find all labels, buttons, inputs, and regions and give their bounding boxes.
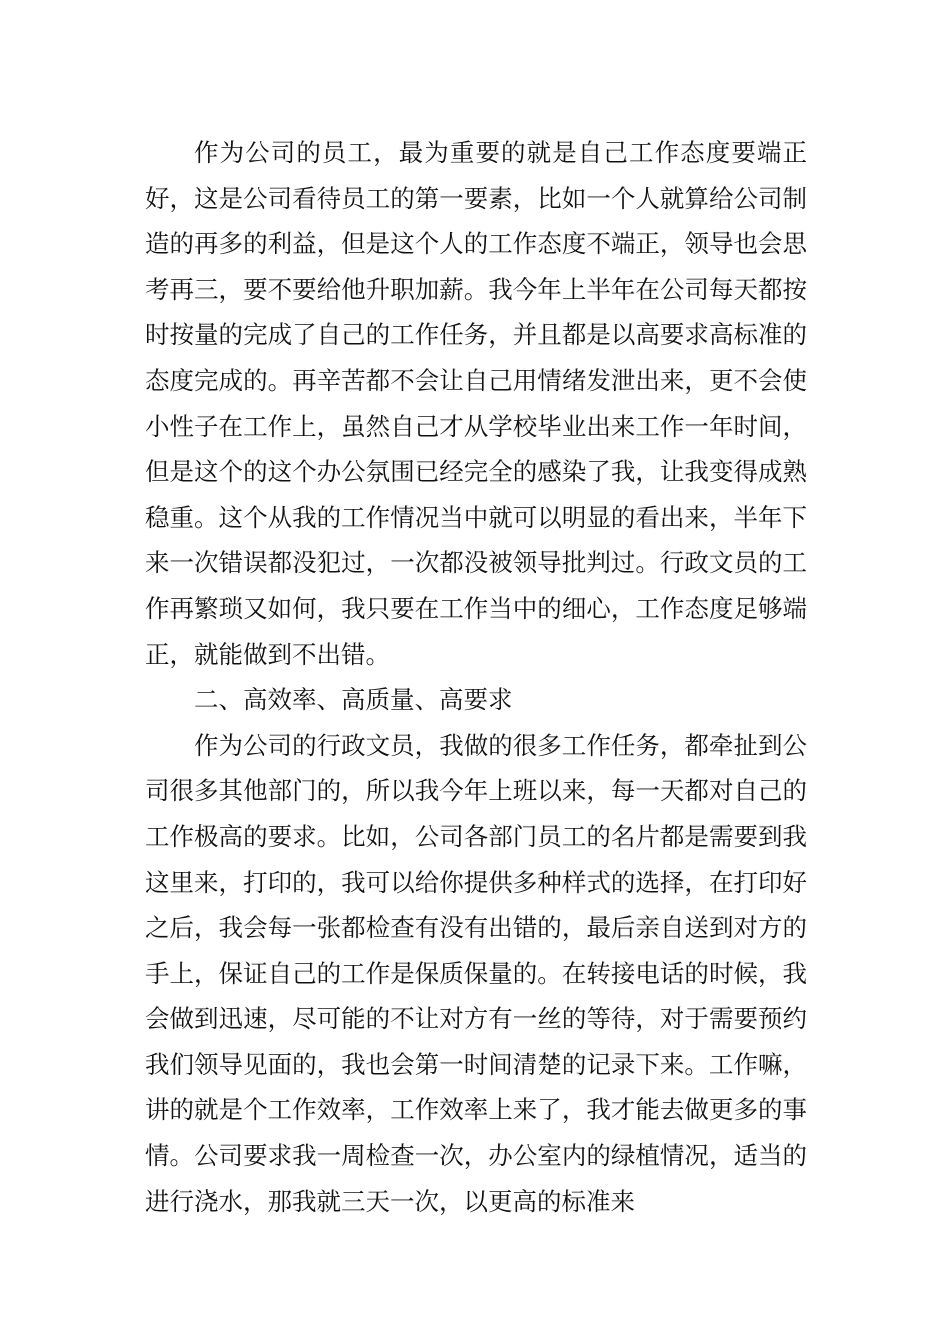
document-body: [145, 130, 807, 1224]
section-heading: 二、高效率、高质量、高要求: [194, 685, 513, 715]
paragraph-efficiency: 作为公司的行政文员，我做的很多工作任务，都牵扯到公司很多其他部门的，所以我今年上班以来，每一天都对自己的工作极高的要求。比如，公司各部门员工的名片都是需要到我这里来，打印的，我可以给你提供多种样式的选择，在打印好之后，我会每一张都检查有没有出错的，最后亲自送到对方的手上，保证自己的工作是保质保量的。在转接电话的时候，我会做到迅速，尽可能的不让对方有一丝的等待，对于需要预约我们领导见面的，我也会第一时间清楚的记录下来。工作嘛，讲的就是个工作效率，工作效率上来了，我才能去做更多的事情。公司要求我一周检查一次，办公室内的绿植情况，适当的进行浇水，那我就三天一次，以更高的标准来: [145, 730, 807, 1216]
paragraph-work-attitude: 作为公司的员工，最为重要的就是自己工作态度要端正好，这是公司看待员工的第一要素，比如一个人就算给公司制造的再多的利益，但是这个人的工作态度不端正，领导也会思考再三，要不要给他升职加薪。我今年上半年在公司每天都按时按量的完成了自己的工作任务，并且都是以高要求高标准的态度完成的。再辛苦都不会让自己用情绪发泄出来，更不会使小性子在工作上，虽然自己才从学校毕业出来工作一年时间，但是这个的这个办公氛围已经完全的感染了我，让我变得成熟稳重。这个从我的工作情况当中就可以明显的看出来，半年下来一次错误都没犯过，一次都没被领导批判过。行政文员的工作再繁琐又如何，我只要在工作当中的细心，工作态度足够端正，就能做到不出错。: [145, 138, 807, 669]
